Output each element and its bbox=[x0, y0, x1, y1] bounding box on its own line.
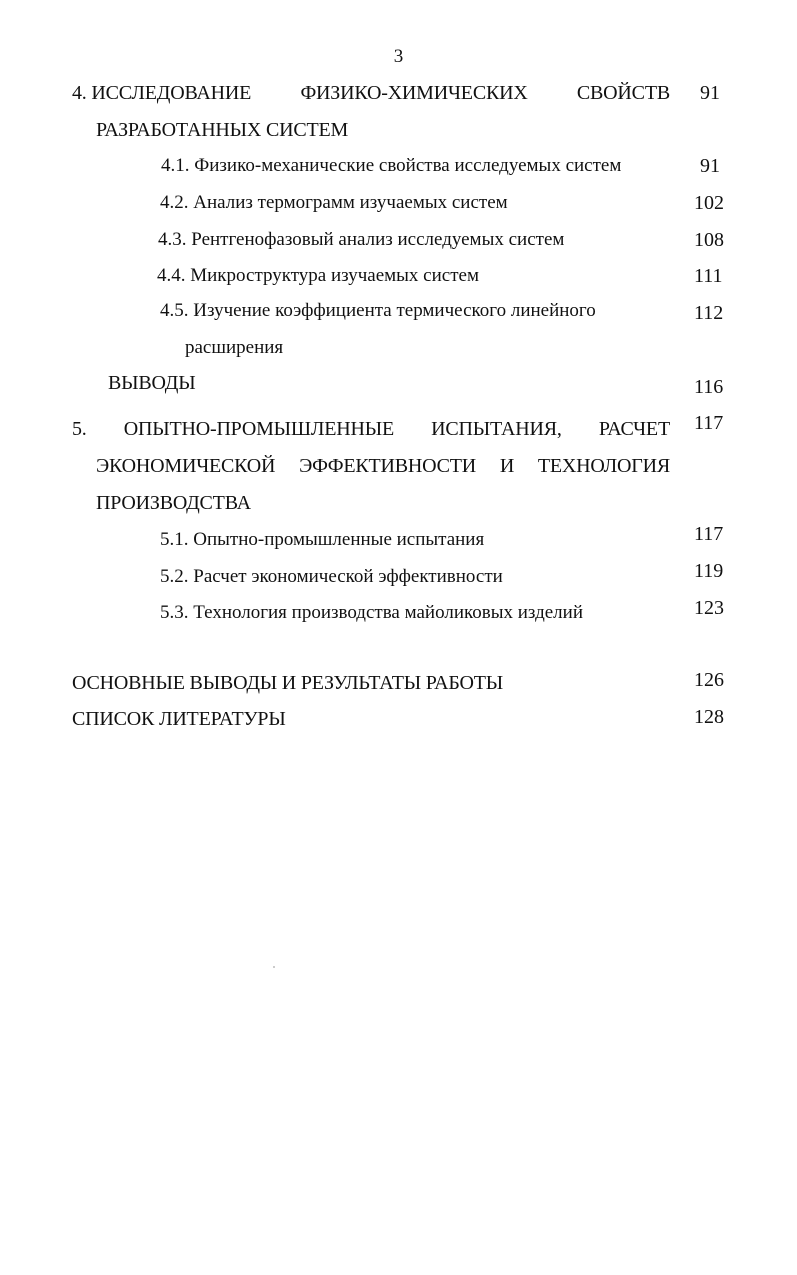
toc-chapter-5-line-2 bbox=[96, 455, 670, 478]
toc-references: СПИСОК ЛИТЕРАТУРЫ bbox=[72, 708, 286, 730]
toc-entry-4-2-page: 102 bbox=[694, 192, 724, 214]
toc-chapter-4-page: 91 bbox=[700, 82, 720, 104]
toc-chapter-5-line-1 bbox=[72, 418, 670, 441]
toc-entry-4-2: 4.2. Анализ термограмм изучаемых систем bbox=[160, 192, 508, 213]
toc-word: ОПЫТНО-ПРОМЫШЛЕННЫЕ bbox=[123, 418, 395, 440]
toc-entry-5-1-page: 117 bbox=[694, 523, 724, 545]
toc-entry-5-2: 5.2. Расчет экономической эффективности bbox=[160, 566, 503, 587]
toc-word: ЭФФЕКТИВНОСТИ bbox=[299, 455, 477, 477]
toc-entry-4-4-page: 111 bbox=[694, 265, 723, 287]
toc-entry-4-4: 4.4. Микроструктура изучаемых систем bbox=[157, 265, 479, 286]
toc-entry-4-3: 4.3. Рентгенофазовый анализ исследуемых систем bbox=[158, 229, 565, 250]
toc-references-page: 128 bbox=[694, 706, 724, 728]
toc-word: ЭКОНОМИЧЕСКОЙ bbox=[96, 455, 276, 477]
scan-speck bbox=[273, 966, 275, 968]
toc-final-conclusions-page: 126 bbox=[694, 669, 724, 691]
toc-entry-5-1: 5.1. Опытно-промышленные испытания bbox=[160, 529, 485, 550]
toc-chapter-5-page: 117 bbox=[694, 412, 724, 434]
toc-entry-4-1: 4.1. Физико-механические свойства исследуемых систем bbox=[161, 155, 622, 176]
toc-word: РАСЧЕТ bbox=[598, 418, 670, 440]
toc-entry-4-3-page: 108 bbox=[694, 229, 724, 251]
toc-chapter-4-line-2: РАЗРАБОТАННЫХ СИСТЕМ bbox=[96, 119, 349, 141]
toc-chapter-4-line-1 bbox=[72, 82, 670, 105]
toc-word: ФИЗИКО-ХИМИЧЕСКИХ bbox=[300, 82, 528, 104]
toc-entry-4-5: 4.5. Изучение коэффициента термического линейного bbox=[160, 300, 596, 321]
toc-entry-5-3: 5.3. Технология производства майоликовых изделий bbox=[160, 602, 584, 623]
toc-word: И bbox=[499, 455, 515, 477]
toc-final-conclusions: ОСНОВНЫЕ ВЫВОДЫ И РЕЗУЛЬТАТЫ РАБОТЫ bbox=[72, 672, 504, 694]
toc-word: ТЕХНОЛОГИЯ bbox=[537, 455, 670, 477]
page-number: 3 bbox=[393, 46, 404, 67]
toc-word: ИСПЫТАНИЯ, bbox=[431, 418, 562, 440]
toc-entry-4-5-cont: расширения bbox=[185, 337, 284, 358]
toc-conclusions-page: 116 bbox=[694, 376, 724, 398]
toc-word: 5. bbox=[72, 418, 87, 440]
toc-chapter-5-line-3: ПРОИЗВОДСТВА bbox=[96, 492, 251, 514]
toc-entry-5-3-page: 123 bbox=[694, 597, 724, 619]
toc-entry-5-2-page: 119 bbox=[694, 560, 724, 582]
toc-word: СВОЙСТВ bbox=[576, 82, 670, 104]
toc-word: 4. ИССЛЕДОВАНИЕ bbox=[72, 82, 252, 104]
toc-conclusions: ВЫВОДЫ bbox=[108, 372, 196, 394]
toc-entry-4-1-page: 91 bbox=[700, 155, 720, 177]
toc-entry-4-5-page: 112 bbox=[694, 302, 724, 324]
